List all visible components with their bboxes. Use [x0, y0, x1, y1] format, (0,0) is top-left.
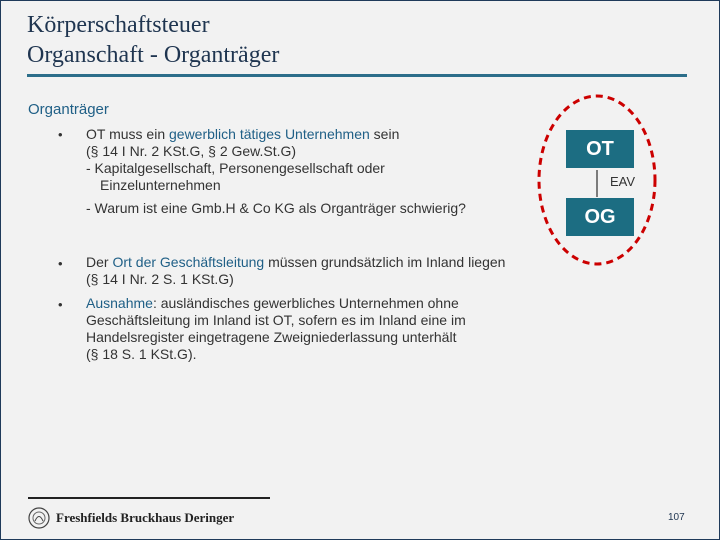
- b2-line2: (§ 14 I Nr. 2 S. 1 KSt.G): [86, 271, 234, 287]
- b2-highlight: Ort der Geschäftsleitung: [112, 254, 265, 270]
- b1-pre: OT muss ein: [86, 126, 169, 142]
- footer-divider: [28, 497, 270, 499]
- b3-highlight: Ausnahme: [86, 295, 153, 311]
- og-box: OG: [566, 198, 634, 236]
- eav-label: EAV: [610, 174, 636, 189]
- logo-text: Freshfields Bruckhaus Deringer: [56, 510, 235, 525]
- title-line-1: Körperschaftsteuer: [27, 12, 210, 38]
- bullet-3-text: [86, 295, 466, 363]
- bullet-1-text: [86, 126, 466, 217]
- bullet-2-marker: •: [58, 256, 63, 271]
- firm-logo: [28, 507, 234, 529]
- bullet-2-text: [86, 254, 505, 288]
- b3-line3: Handelsregister eingetragene Zweigniederlassung unterhält: [86, 329, 457, 345]
- b1-post: sein: [369, 126, 400, 142]
- bullet-3-marker: •: [58, 297, 63, 312]
- b1-highlight: gewerblich tätiges Unternehmen: [169, 126, 370, 142]
- logo-emblem-icon: [28, 507, 50, 529]
- b1-sub1-line2: Einzelunternehmen: [100, 177, 221, 193]
- b2-pre: Der: [86, 254, 113, 270]
- organschaft-diagram: [522, 92, 672, 272]
- bullet-1-marker: •: [58, 127, 63, 142]
- b1-sub1-line1: - Kapitalgesellschaft, Personengesellschaft oder: [86, 160, 385, 176]
- b2-post: müssen grundsätzlich im Inland liegen: [264, 254, 506, 270]
- b3-line4: (§ 18 S. 1 KSt.G).: [86, 346, 197, 362]
- slide-title: [27, 10, 279, 70]
- b1-line2: (§ 14 I Nr. 2 KSt.G, § 2 Gew.St.G): [86, 143, 297, 159]
- section-heading: Organträger: [28, 101, 109, 118]
- title-line-2: Organschaft - Organträger: [27, 42, 280, 68]
- b3-line2: Geschäftsleitung im Inland ist OT, sofern es im Inland eine im: [86, 312, 466, 328]
- ot-box: OT: [566, 130, 634, 168]
- page-number: 107: [668, 512, 685, 523]
- title-divider: [27, 74, 687, 77]
- b1-sub2: - Warum ist eine Gmb.H & Co KG als Organträger schwierig?: [86, 200, 466, 216]
- b3-line1-post: : ausländisches gewerbliches Unternehmen ohne: [152, 295, 459, 311]
